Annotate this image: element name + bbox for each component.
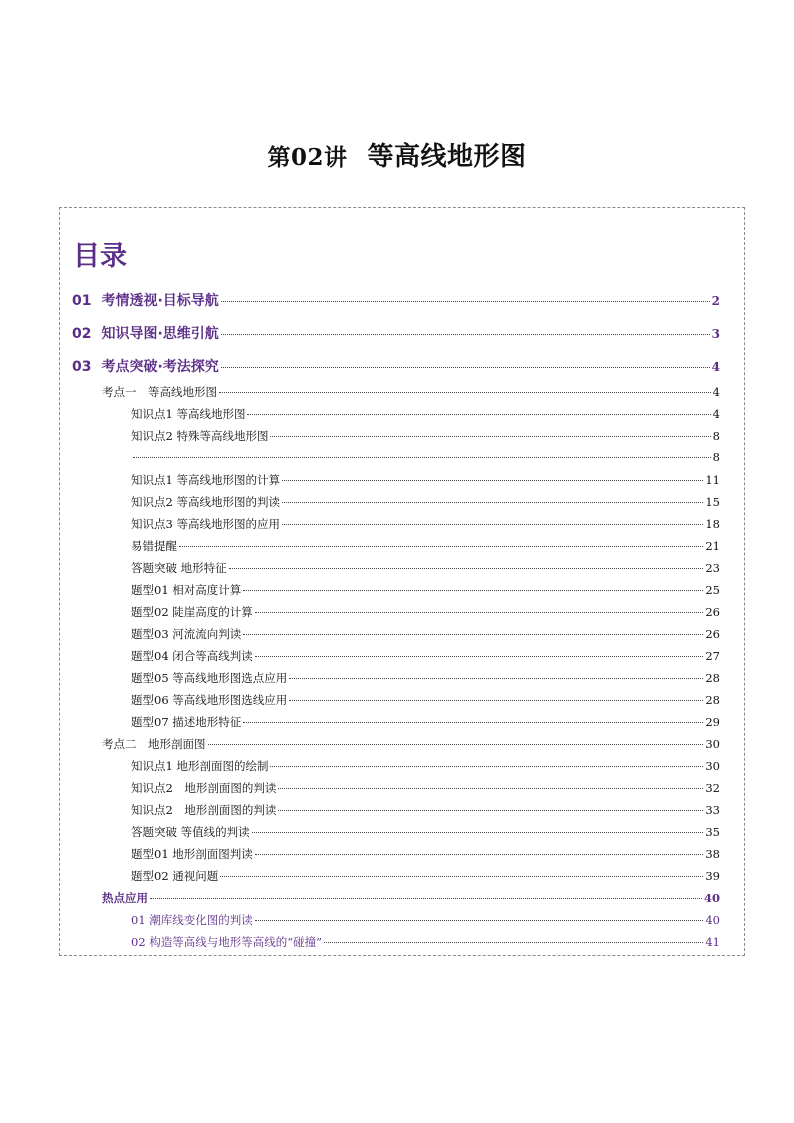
dot-leader [324,942,703,943]
toc-page-number: 4 [711,360,720,374]
toc-entry-label: 答题突破 等值线的判读 [131,825,250,839]
dot-leader [243,590,703,591]
toc-page-number: 40 [703,891,720,905]
toc-page-number: 25 [705,583,720,597]
toc-entry-label: 答题突破 地形特征 [131,561,227,575]
toc-heading: 目录 [73,241,127,272]
dot-leader [219,392,711,393]
lecture-number: 第02讲 [267,144,348,171]
toc-entry-label: 知识点3 等高线地形图的应用 [131,517,280,531]
toc-entry[interactable] [131,692,720,708]
toc-page-number: 18 [705,517,720,531]
toc-page-number: 28 [705,693,720,707]
toc-section-number: 03 [72,359,92,375]
toc-box [59,207,745,956]
toc-page-number: 11 [705,473,720,487]
toc-entry[interactable] [131,714,720,730]
toc-entry[interactable] [131,582,720,598]
dot-leader [208,744,704,745]
toc-page-number: 8 [712,450,720,464]
toc-section-label: 知识导图·思维引航 [101,326,219,342]
dot-leader [270,436,710,437]
toc-entry-label: 题型05 等高线地形图选点应用 [131,671,288,685]
dot-leader [243,634,703,635]
dot-leader [255,612,704,613]
toc-page-number: 39 [705,869,720,883]
toc-entry[interactable] [131,780,720,796]
toc-entry-label: 知识点2 地形剖面图的判读 [131,803,277,817]
toc-entry[interactable] [131,758,720,774]
toc-entry-hot[interactable] [102,890,720,906]
toc-section-02[interactable] [72,323,720,343]
dot-leader [221,334,710,335]
toc-entry-label: 题型01 地形剖面图判读 [131,847,253,861]
toc-section-number: 02 [72,326,92,342]
toc-entry[interactable] [131,868,720,884]
toc-entry-label: 题型04 闭合等高线判读 [131,649,253,663]
toc-section-03[interactable] [72,356,720,376]
toc-entry-label: 易错提醒 [131,539,177,553]
toc-page-number: 40 [705,913,720,927]
dot-leader [278,810,703,811]
dot-leader [289,700,703,701]
dot-leader [150,898,702,899]
toc-entry-label: 知识点1 等高线地形图的计算 [131,473,280,487]
toc-entry[interactable] [131,538,720,554]
toc-entry-label: 02 构造等高线与地形等高线的“碰撞” [131,935,323,949]
toc-page-number: 41 [705,935,720,949]
toc-entry-label: 知识点1 地形剖面图的绘制 [131,759,269,773]
toc-entry[interactable] [131,846,720,862]
toc-page-number: 15 [705,495,720,509]
toc-page-number: 26 [705,627,720,641]
toc-entry-label: 知识点2 地形剖面图的判读 [131,781,277,795]
dot-leader [282,502,703,503]
toc-entry[interactable] [131,516,720,532]
toc-page-number: 4 [712,407,720,421]
toc-page-number: 28 [705,671,720,685]
toc-page-number: 21 [705,539,720,553]
dot-leader [133,457,711,458]
dot-leader [270,766,703,767]
toc-entry-label: 知识点2 等高线地形图的判读 [131,495,280,509]
toc-entry-label: 考点一 等高线地形图 [102,385,217,399]
dot-leader [229,568,704,569]
toc-entry-hot[interactable] [131,934,720,950]
lecture-topic: 等高线地形图 [367,142,527,172]
toc-page-number: 27 [705,649,720,663]
dot-leader [221,367,710,368]
toc-page-number: 29 [705,715,720,729]
toc-entry[interactable] [131,450,720,464]
toc-section-label: 考点突破·考法探究 [101,359,219,375]
dot-leader [255,656,704,657]
toc-entry[interactable] [131,560,720,576]
toc-page-number: 32 [705,781,720,795]
dot-leader [255,854,704,855]
page-title [0,136,794,173]
toc-entry-label: 考点二 地形剖面图 [102,737,206,751]
toc-entry[interactable] [131,824,720,840]
dot-leader [220,876,703,877]
dot-leader [179,546,703,547]
toc-entry[interactable] [131,648,720,664]
toc-entry[interactable] [131,626,720,642]
dot-leader [278,788,703,789]
toc-entry[interactable] [131,670,720,686]
toc-entry-label: 题型06 等高线地形图选线应用 [131,693,288,707]
toc-entry-label: 题型03 河流流向判读 [131,627,242,641]
dot-leader [282,480,703,481]
dot-leader [255,920,704,921]
toc-entry[interactable] [131,604,720,620]
toc-entry-label: 知识点2 特殊等高线地形图 [131,429,269,443]
toc-section-01[interactable] [72,290,720,310]
dot-leader [289,678,703,679]
toc-entry[interactable] [131,802,720,818]
dot-leader [247,414,710,415]
toc-page-number: 23 [705,561,720,575]
toc-section-number: 01 [72,293,92,309]
toc-entry[interactable] [131,494,720,510]
toc-page-number: 30 [705,737,720,751]
toc-page-number: 38 [705,847,720,861]
toc-entry[interactable] [102,384,720,400]
toc-page-number: 33 [705,803,720,817]
toc-entry[interactable] [131,406,720,422]
toc-entry-label: 热点应用 [102,891,148,905]
toc-page-number: 30 [705,759,720,773]
toc-entry-label: 题型02 通视问题 [131,869,219,883]
dot-leader [252,832,704,833]
toc-entry-label: 知识点1 等高线地形图 [131,407,246,421]
toc-entry-label: 题型02 陡崖高度的计算 [131,605,253,619]
toc-section-label: 考情透视·目标导航 [101,293,219,309]
toc-page-number: 4 [712,385,720,399]
dot-leader [221,301,710,302]
toc-page-number: 3 [711,327,720,341]
dot-leader [243,722,703,723]
toc-page-number: 35 [705,825,720,839]
toc-page-number: 8 [712,429,720,443]
toc-entry[interactable] [131,472,720,488]
toc-entry[interactable] [102,736,720,752]
toc-entry-hot[interactable] [131,912,720,928]
toc-entry-label: 题型01 相对高度计算 [131,583,242,597]
toc-entry[interactable] [131,428,720,444]
toc-page-number: 2 [711,294,720,308]
toc-page-number: 26 [705,605,720,619]
dot-leader [282,524,703,525]
toc-entry-label: 题型07 描述地形特征 [131,715,242,729]
toc-entry-label: 01 潮库线变化图的判读 [131,913,253,927]
